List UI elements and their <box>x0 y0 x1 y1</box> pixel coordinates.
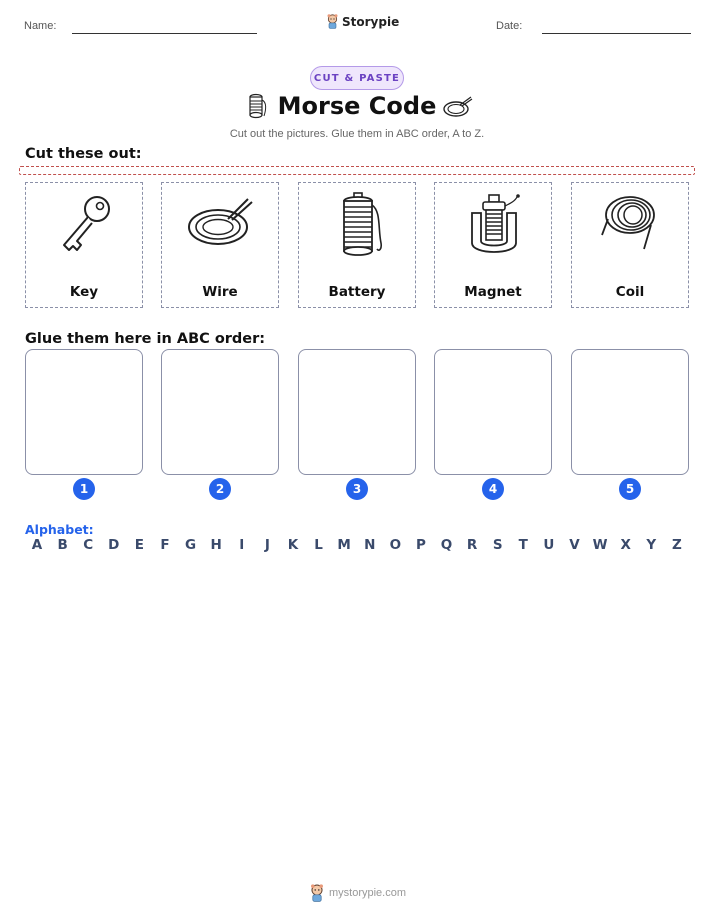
alphabet-letter: O <box>389 537 402 553</box>
alphabet-letter: U <box>543 537 555 553</box>
number-badge-2: 2 <box>209 478 231 500</box>
magnet-icon <box>459 189 529 269</box>
alphabet-letter: C <box>83 537 94 553</box>
alphabet-letter: B <box>57 537 68 553</box>
card-label: Magnet <box>464 284 522 300</box>
page-title: Morse Code <box>277 92 437 120</box>
cut-line <box>19 166 695 175</box>
coil-icon <box>596 189 666 269</box>
number-badge-3: 3 <box>346 478 368 500</box>
alphabet-letter: N <box>364 537 376 553</box>
number-badge-4: 4 <box>482 478 504 500</box>
alphabet-letter: A <box>31 537 43 553</box>
card-battery[interactable] <box>298 182 416 308</box>
glue-box-1[interactable] <box>25 349 143 475</box>
battery-icon <box>323 189 393 269</box>
alphabet-letter: K <box>287 537 299 553</box>
glue-box-2[interactable] <box>161 349 279 475</box>
alphabet-letter: E <box>134 537 144 553</box>
glue-box-3[interactable] <box>298 349 416 475</box>
card-coil[interactable] <box>571 182 689 308</box>
number-badge-5: 5 <box>619 478 641 500</box>
brand-name: Storypie <box>342 14 400 29</box>
alphabet-letter: P <box>415 537 426 553</box>
storypie-mascot-icon <box>309 884 325 902</box>
name-line[interactable] <box>72 33 257 34</box>
alphabet-letter: X <box>620 537 631 553</box>
alphabet-letter: D <box>108 537 120 553</box>
cut-paste-badge: CUT & PASTE <box>310 66 404 90</box>
storypie-mascot-icon <box>326 14 339 29</box>
card-magnet[interactable] <box>434 182 552 308</box>
alphabet-letter: H <box>210 537 222 553</box>
alphabet-row <box>25 537 689 553</box>
alphabet-letter: J <box>264 537 270 553</box>
card-label: Battery <box>328 284 386 300</box>
brand-logo <box>326 14 399 29</box>
alphabet-letter: W <box>592 537 608 553</box>
glue-box-5[interactable] <box>571 349 689 475</box>
date-label: Date: <box>496 20 523 32</box>
footer <box>309 884 406 902</box>
alphabet-letter: T <box>518 537 528 553</box>
key-icon <box>50 189 120 269</box>
card-label: Wire <box>202 284 238 300</box>
number-badge-1: 1 <box>73 478 95 500</box>
card-wire[interactable] <box>161 182 279 308</box>
alphabet-letter: Y <box>646 537 657 553</box>
alphabet-letter: Q <box>440 537 453 553</box>
alphabet-letter: G <box>185 537 197 553</box>
alphabet-letter: Z <box>671 537 682 553</box>
card-label: Key <box>69 284 99 300</box>
alphabet-letter: L <box>314 537 323 553</box>
card-label: Coil <box>615 284 645 300</box>
date-line[interactable] <box>542 33 691 34</box>
wire-icon <box>186 189 256 269</box>
alphabet-letter: S <box>492 537 503 553</box>
alphabet-letter: R <box>466 537 478 553</box>
glue-heading: Glue them here in ABC order: <box>25 331 266 347</box>
footer-url: mystorypie.com <box>329 887 407 899</box>
instructions: Cut out the pictures. Glue them in ABC order, A to Z. <box>229 128 485 140</box>
card-key[interactable] <box>25 182 143 308</box>
alphabet-letter: M <box>337 537 351 553</box>
alphabet-title: Alphabet: <box>25 522 94 537</box>
name-label: Name: <box>24 20 57 32</box>
cut-heading: Cut these out: <box>25 146 142 162</box>
alphabet-letter: I <box>239 537 245 553</box>
alphabet-letter: F <box>160 537 170 553</box>
alphabet-letter: V <box>569 537 580 553</box>
wire-deco-icon <box>442 94 474 120</box>
glue-box-4[interactable] <box>434 349 552 475</box>
